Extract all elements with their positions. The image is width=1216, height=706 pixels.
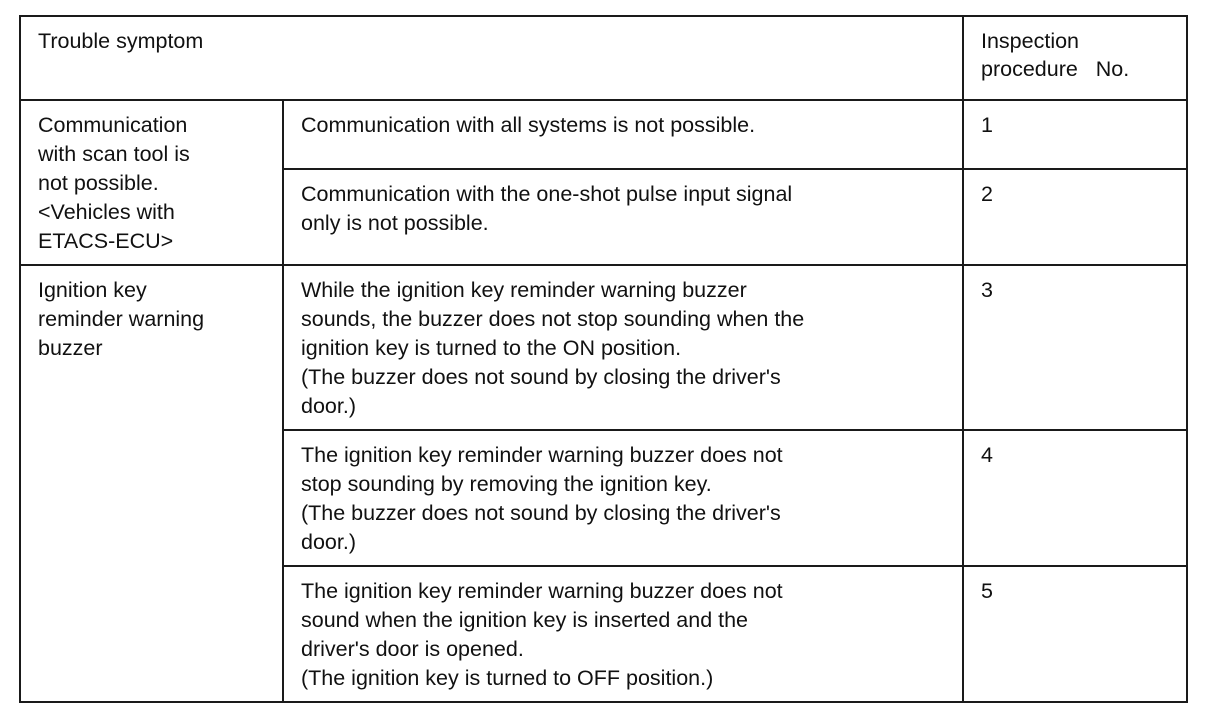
category-line: <Vehicles with (38, 200, 175, 224)
description-line: Communication with the one-shot pulse input signal (301, 181, 793, 206)
procedure-number: 5 (963, 566, 1187, 702)
symptom-description (283, 430, 963, 566)
symptom-category-communication (20, 100, 283, 265)
description-line: sound when the ignition key is inserted and the (301, 608, 749, 632)
symptom-description (283, 169, 963, 265)
table-row (20, 100, 1187, 169)
symptom-description (283, 566, 963, 702)
description-line: (The buzzer does not sound by closing the driver's (301, 365, 781, 389)
category-line: with scan tool is (38, 142, 190, 166)
symptom-description (283, 100, 963, 169)
category-line: buzzer (38, 336, 103, 360)
procedure-number: 2 (963, 169, 1187, 265)
description-line: driver's door is opened. (301, 637, 524, 661)
header-trouble-symptom: Trouble symptom (20, 16, 963, 100)
header-row (20, 16, 1187, 100)
trouble-symptom-table (19, 15, 1188, 703)
description-line: door.) (301, 530, 356, 554)
category-line: not possible. (38, 171, 159, 195)
description-line: The ignition key reminder warning buzzer does not (301, 443, 783, 467)
description-line: The ignition key reminder warning buzzer does not (301, 579, 783, 603)
symptom-description (283, 265, 963, 430)
description-line: door.) (301, 394, 356, 418)
procedure-number: 4 (963, 430, 1187, 566)
description-line: sounds, the buzzer does not stop sounding when the (301, 307, 805, 331)
table-row (20, 265, 1187, 430)
description-line: only is not possible. (301, 210, 489, 235)
description-line: Communication with all systems is not possible. (301, 113, 756, 137)
category-line: ETACS-ECU> (38, 229, 174, 253)
header-procedure-line: Inspection (981, 29, 1080, 53)
header-inspection-procedure (963, 16, 1187, 100)
procedure-number: 1 (963, 100, 1187, 169)
description-line: While the ignition key reminder warning buzzer (301, 278, 747, 302)
header-procedure-line: procedure No. (981, 57, 1130, 81)
description-line: ignition key is turned to the ON position. (301, 336, 682, 360)
description-line: (The buzzer does not sound by closing the driver's (301, 501, 781, 525)
category-line: Ignition key (38, 278, 147, 302)
description-line: stop sounding by removing the ignition key. (301, 472, 712, 496)
procedure-number: 3 (963, 265, 1187, 430)
category-line: Communication (38, 113, 188, 137)
symptom-category-buzzer (20, 265, 283, 702)
category-line: reminder warning (38, 307, 205, 331)
description-line: (The ignition key is turned to OFF position.) (301, 666, 714, 690)
